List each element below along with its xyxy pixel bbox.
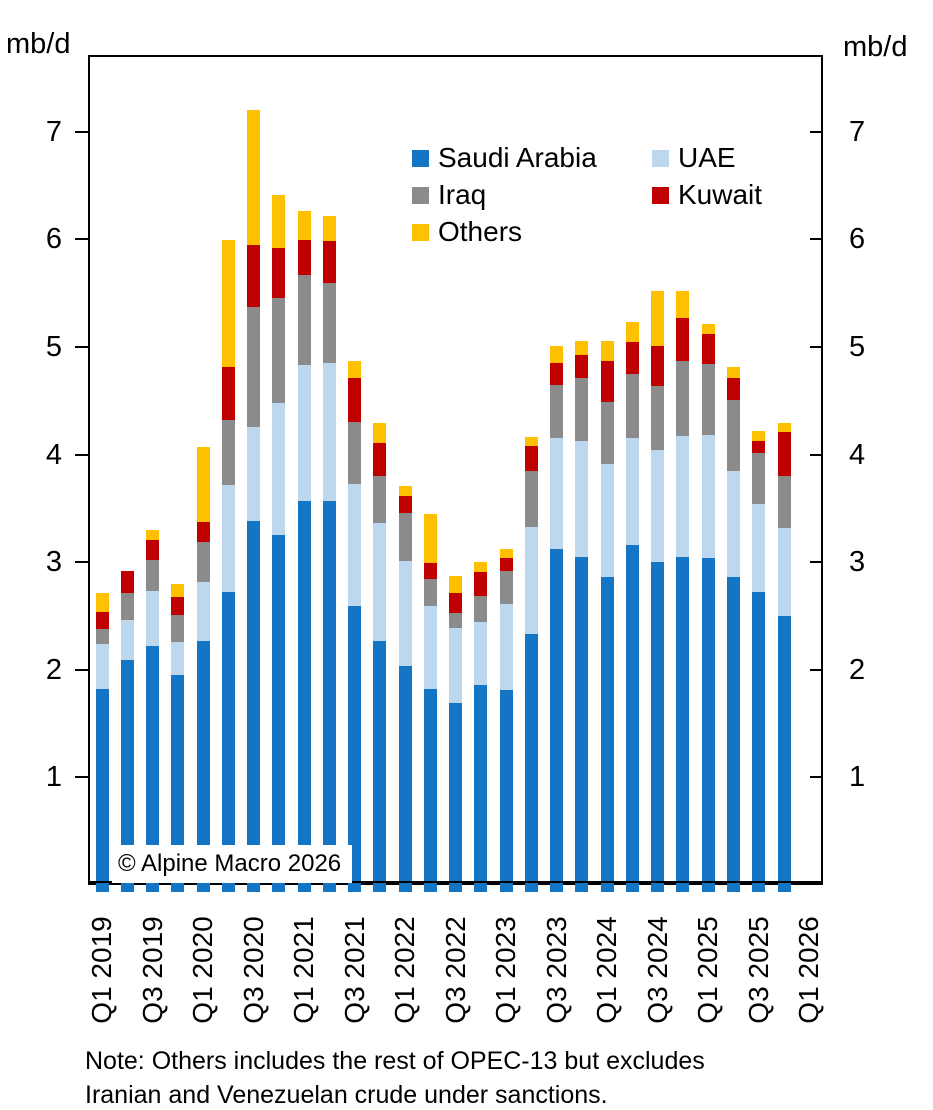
bar-segment-saudi-arabia bbox=[298, 501, 311, 892]
bar-segment-others bbox=[399, 486, 412, 496]
bar-segment-saudi-arabia bbox=[651, 562, 664, 892]
bar-q2-2024 bbox=[626, 322, 639, 892]
y-tick-label-right: 3 bbox=[849, 546, 866, 579]
bar-segment-kuwait bbox=[424, 563, 437, 578]
bar-segment-saudi-arabia bbox=[525, 634, 538, 892]
bar-segment-kuwait bbox=[727, 378, 740, 400]
y-tick bbox=[75, 346, 88, 348]
y-tick-label-left: 3 bbox=[45, 546, 62, 579]
bar-q1-2020 bbox=[197, 447, 210, 892]
bar-q4-2020 bbox=[272, 195, 285, 892]
bar-segment-uae bbox=[96, 644, 109, 689]
bar-segment-kuwait bbox=[197, 522, 210, 542]
bar-segment-uae bbox=[298, 365, 311, 501]
bar-segment-saudi-arabia bbox=[550, 549, 563, 892]
bar-segment-others bbox=[348, 361, 361, 378]
bar-segment-others bbox=[676, 291, 689, 318]
bar-segment-kuwait bbox=[272, 248, 285, 297]
bar-segment-others bbox=[550, 346, 563, 363]
bar-segment-kuwait bbox=[550, 363, 563, 385]
bar-segment-uae bbox=[676, 436, 689, 557]
bar-q1-2019 bbox=[96, 592, 109, 892]
bar-segment-iraq bbox=[500, 571, 513, 604]
bar-q4-2023 bbox=[575, 341, 588, 892]
y-tick-label-left: 7 bbox=[45, 115, 62, 148]
bar-segment-saudi-arabia bbox=[601, 577, 614, 892]
bar-segment-saudi-arabia bbox=[272, 535, 285, 892]
legend-item-iraq bbox=[412, 180, 486, 210]
bar-segment-others bbox=[525, 437, 538, 447]
bar-segment-saudi-arabia bbox=[373, 641, 386, 892]
y-tick bbox=[75, 454, 88, 456]
bar-segment-iraq bbox=[298, 275, 311, 365]
bar-segment-saudi-arabia bbox=[575, 557, 588, 892]
bar-segment-kuwait bbox=[247, 245, 260, 307]
y-tick bbox=[75, 131, 88, 133]
y-tick-label-left: 6 bbox=[45, 223, 62, 256]
bar-q2-2023 bbox=[525, 436, 538, 892]
bar-segment-kuwait bbox=[601, 361, 614, 402]
bar-segment-uae bbox=[752, 504, 765, 592]
bar-segment-uae bbox=[525, 527, 538, 635]
bar-segment-others bbox=[752, 431, 765, 441]
y-tick bbox=[810, 454, 823, 456]
bar-segment-kuwait bbox=[752, 441, 765, 453]
bar-segment-others bbox=[702, 324, 715, 335]
bar-segment-uae bbox=[348, 484, 361, 607]
legend-item-others bbox=[412, 217, 522, 247]
bar-segment-kuwait bbox=[348, 378, 361, 422]
y-tick bbox=[75, 561, 88, 563]
bar-segment-uae bbox=[727, 471, 740, 578]
bar-segment-iraq bbox=[323, 283, 336, 364]
bar-segment-iraq bbox=[171, 615, 184, 642]
bar-segment-kuwait bbox=[222, 367, 235, 421]
bar-segment-iraq bbox=[146, 560, 159, 591]
bar-segment-uae bbox=[146, 591, 159, 646]
bar-q3-2024 bbox=[651, 291, 664, 892]
bar-segment-uae bbox=[702, 435, 715, 558]
bar-segment-iraq bbox=[525, 471, 538, 527]
bar-segment-others bbox=[298, 211, 311, 240]
bar-segment-iraq bbox=[399, 513, 412, 561]
bar-q3-2019 bbox=[146, 530, 159, 892]
bar-q3-2021 bbox=[348, 361, 361, 892]
bar-segment-iraq bbox=[247, 307, 260, 426]
y-tick-label-right: 1 bbox=[849, 761, 866, 794]
bar-segment-others bbox=[575, 341, 588, 355]
bar-segment-uae bbox=[424, 606, 437, 689]
bar-q3-2022 bbox=[449, 576, 462, 892]
bar-segment-others bbox=[197, 447, 210, 521]
bar-segment-others bbox=[651, 291, 664, 346]
bar-segment-saudi-arabia bbox=[323, 501, 336, 892]
bar-segment-others bbox=[601, 341, 614, 361]
bar-segment-uae bbox=[323, 363, 336, 501]
bar-q4-2021 bbox=[373, 422, 386, 892]
bar-segment-uae bbox=[272, 403, 285, 535]
bar-segment-iraq bbox=[651, 386, 664, 451]
bar-segment-uae bbox=[778, 528, 791, 616]
bar-segment-uae bbox=[197, 582, 210, 641]
bar-segment-others bbox=[727, 367, 740, 379]
legend-swatch-uae bbox=[652, 150, 669, 167]
bar-segment-kuwait bbox=[778, 432, 791, 476]
bar-segment-kuwait bbox=[121, 571, 134, 593]
bar-segment-kuwait bbox=[702, 334, 715, 364]
y-tick-label-right: 2 bbox=[849, 653, 866, 686]
bar-segment-iraq bbox=[474, 596, 487, 622]
y-tick-label-left: 2 bbox=[45, 653, 62, 686]
footnote-line-2: Iranian and Venezuelan crude under sanctions. bbox=[85, 1081, 608, 1109]
bar-segment-kuwait bbox=[676, 318, 689, 361]
bar-segment-others bbox=[474, 562, 487, 572]
y-axis-unit-right: mb/d bbox=[843, 31, 908, 63]
y-tick bbox=[75, 776, 88, 778]
bar-q1-2022 bbox=[399, 486, 412, 892]
bar-segment-kuwait bbox=[146, 540, 159, 560]
y-tick bbox=[810, 776, 823, 778]
legend-swatch-saudi-arabia bbox=[412, 150, 429, 167]
bar-segment-iraq bbox=[727, 400, 740, 471]
copyright-label: © Alpine Macro 2026 bbox=[112, 845, 352, 883]
y-tick-label-left: 1 bbox=[45, 761, 62, 794]
bar-segment-uae bbox=[500, 604, 513, 690]
bar-segment-saudi-arabia bbox=[702, 558, 715, 892]
bar-segment-iraq bbox=[702, 364, 715, 435]
bar-q4-2022 bbox=[474, 562, 487, 892]
bar-segment-saudi-arabia bbox=[449, 703, 462, 892]
y-axis-unit-left: mb/d bbox=[6, 28, 71, 60]
bar-q1-2025 bbox=[702, 323, 715, 892]
bar-q2-2020 bbox=[222, 240, 235, 892]
bar-segment-uae bbox=[550, 438, 563, 550]
bar-segment-others bbox=[146, 530, 159, 540]
bar-segment-iraq bbox=[348, 422, 361, 483]
y-tick-label-left: 5 bbox=[45, 331, 62, 363]
bar-q4-2025 bbox=[778, 422, 791, 892]
bar-segment-others bbox=[323, 216, 336, 241]
bar-segment-others bbox=[222, 240, 235, 367]
bar-q2-2022 bbox=[424, 514, 437, 892]
y-tick-label-right: 4 bbox=[849, 438, 866, 471]
bar-segment-saudi-arabia bbox=[778, 616, 791, 892]
y-tick bbox=[75, 669, 88, 671]
bar-segment-others bbox=[171, 584, 184, 597]
y-tick-label-right: 5 bbox=[849, 331, 866, 363]
bar-segment-uae bbox=[575, 441, 588, 557]
bar-segment-kuwait bbox=[449, 593, 462, 613]
bar-segment-others bbox=[449, 576, 462, 592]
bar-segment-saudi-arabia bbox=[474, 685, 487, 892]
bar-segment-saudi-arabia bbox=[399, 666, 412, 892]
bar-segment-uae bbox=[474, 622, 487, 685]
y-tick-label-left: 4 bbox=[45, 438, 62, 471]
legend-label-kuwait: Kuwait bbox=[678, 179, 763, 210]
y-tick-label-right: 6 bbox=[849, 223, 866, 256]
y-tick bbox=[810, 131, 823, 133]
bar-segment-iraq bbox=[272, 298, 285, 403]
bar-segment-kuwait bbox=[474, 572, 487, 596]
bar-q2-2021 bbox=[323, 216, 336, 892]
legend-item-saudi-arabia bbox=[412, 143, 597, 173]
bar-segment-others bbox=[424, 514, 437, 563]
footnote bbox=[85, 1044, 885, 1110]
y-tick bbox=[810, 669, 823, 671]
bar-segment-uae bbox=[171, 642, 184, 675]
legend-swatch-iraq bbox=[412, 187, 429, 204]
bar-segment-others bbox=[778, 423, 791, 433]
bar-segment-iraq bbox=[96, 629, 109, 644]
bar-segment-iraq bbox=[676, 361, 689, 436]
bar-segment-kuwait bbox=[171, 597, 184, 615]
bar-segment-saudi-arabia bbox=[247, 521, 260, 892]
bar-segment-uae bbox=[247, 427, 260, 522]
bar-segment-uae bbox=[626, 438, 639, 546]
bar-segment-kuwait bbox=[575, 355, 588, 379]
bar-segment-kuwait bbox=[651, 346, 664, 386]
bar-segment-saudi-arabia bbox=[500, 690, 513, 892]
y-tick bbox=[75, 238, 88, 240]
bar-segment-iraq bbox=[449, 613, 462, 628]
bar-segment-uae bbox=[373, 523, 386, 641]
legend-swatch-others bbox=[412, 224, 429, 241]
bar-segment-iraq bbox=[752, 453, 765, 505]
y-tick bbox=[810, 561, 823, 563]
bar-segment-uae bbox=[399, 561, 412, 665]
bar-segment-kuwait bbox=[298, 240, 311, 276]
bar-segment-uae bbox=[601, 464, 614, 577]
bar-q3-2025 bbox=[752, 431, 765, 892]
y-tick-label-right: 7 bbox=[849, 115, 866, 148]
bar-segment-uae bbox=[651, 450, 664, 562]
bar-q2-2019 bbox=[121, 571, 134, 892]
bar-segment-iraq bbox=[373, 476, 386, 522]
bar-segment-uae bbox=[449, 628, 462, 703]
footnote-line-1: Note: Others includes the rest of OPEC-13 but excludes bbox=[85, 1047, 705, 1075]
bar-q1-2023 bbox=[500, 549, 513, 892]
bar-segment-saudi-arabia bbox=[676, 557, 689, 892]
bar-segment-iraq bbox=[626, 374, 639, 437]
bar-segment-iraq bbox=[601, 402, 614, 464]
bar-segment-others bbox=[247, 110, 260, 245]
legend-item-kuwait bbox=[652, 180, 762, 210]
bar-segment-iraq bbox=[424, 579, 437, 607]
bar-segment-kuwait bbox=[96, 612, 109, 629]
bar-segment-others bbox=[96, 593, 109, 612]
bar-q4-2024 bbox=[676, 291, 689, 892]
bar-segment-others bbox=[626, 322, 639, 341]
bar-q3-2020 bbox=[247, 110, 260, 892]
legend-label-saudi-arabia: Saudi Arabia bbox=[438, 142, 597, 173]
bar-segment-saudi-arabia bbox=[96, 689, 109, 892]
bar-segment-kuwait bbox=[373, 443, 386, 476]
legend-label-uae: UAE bbox=[678, 142, 736, 173]
legend-label-iraq: Iraq bbox=[438, 179, 487, 210]
bar-segment-iraq bbox=[197, 542, 210, 582]
chart-page: mb/d mb/d Saudi Arabia UAE Iraq Kuwait Others © Alpine Macro 2026 1 1 2 2 3 3 4 4 5 5 6 6 7 7 Q1 2019 Q3 2019 Q1 2020 Q3 2020 Q1 2021 Q3 2021 Q1 2022 Q3 2022 Q1 2023 Q3 2023 Q1 2024 Q3 2024 Q1 2025 Q3 2025 Q1 2026 Note: Others includes the rest of OPEC-13 but excludes Iranian and Venezuelan crude under sanctions. bbox=[0, 0, 933, 1110]
legend-label-others: Others bbox=[438, 216, 523, 247]
bar-q1-2024 bbox=[601, 341, 614, 892]
bar-segment-kuwait bbox=[323, 241, 336, 283]
bar-segment-kuwait bbox=[525, 446, 538, 471]
bar-segment-saudi-arabia bbox=[626, 545, 639, 892]
bar-segment-saudi-arabia bbox=[727, 577, 740, 892]
bar-segment-kuwait bbox=[500, 558, 513, 571]
bar-segment-others bbox=[373, 423, 386, 443]
legend-item-uae bbox=[652, 143, 736, 173]
bar-segment-saudi-arabia bbox=[424, 689, 437, 892]
bar-q2-2025 bbox=[727, 367, 740, 892]
bar-segment-saudi-arabia bbox=[752, 592, 765, 892]
bar-segment-uae bbox=[222, 485, 235, 593]
bar-segment-iraq bbox=[575, 378, 588, 440]
bar-segment-iraq bbox=[222, 420, 235, 485]
bar-segment-kuwait bbox=[626, 342, 639, 374]
bar-segment-iraq bbox=[550, 385, 563, 438]
bar-segment-others bbox=[500, 549, 513, 558]
bar-segment-iraq bbox=[778, 476, 791, 528]
bar-segment-kuwait bbox=[399, 496, 412, 513]
bar-q3-2023 bbox=[550, 346, 563, 892]
bar-segment-others bbox=[272, 195, 285, 248]
y-tick bbox=[810, 238, 823, 240]
bar-segment-uae bbox=[121, 620, 134, 660]
bar-q1-2021 bbox=[298, 211, 311, 893]
legend-swatch-kuwait bbox=[652, 187, 669, 204]
y-tick bbox=[810, 346, 823, 348]
bar-segment-iraq bbox=[121, 593, 134, 621]
